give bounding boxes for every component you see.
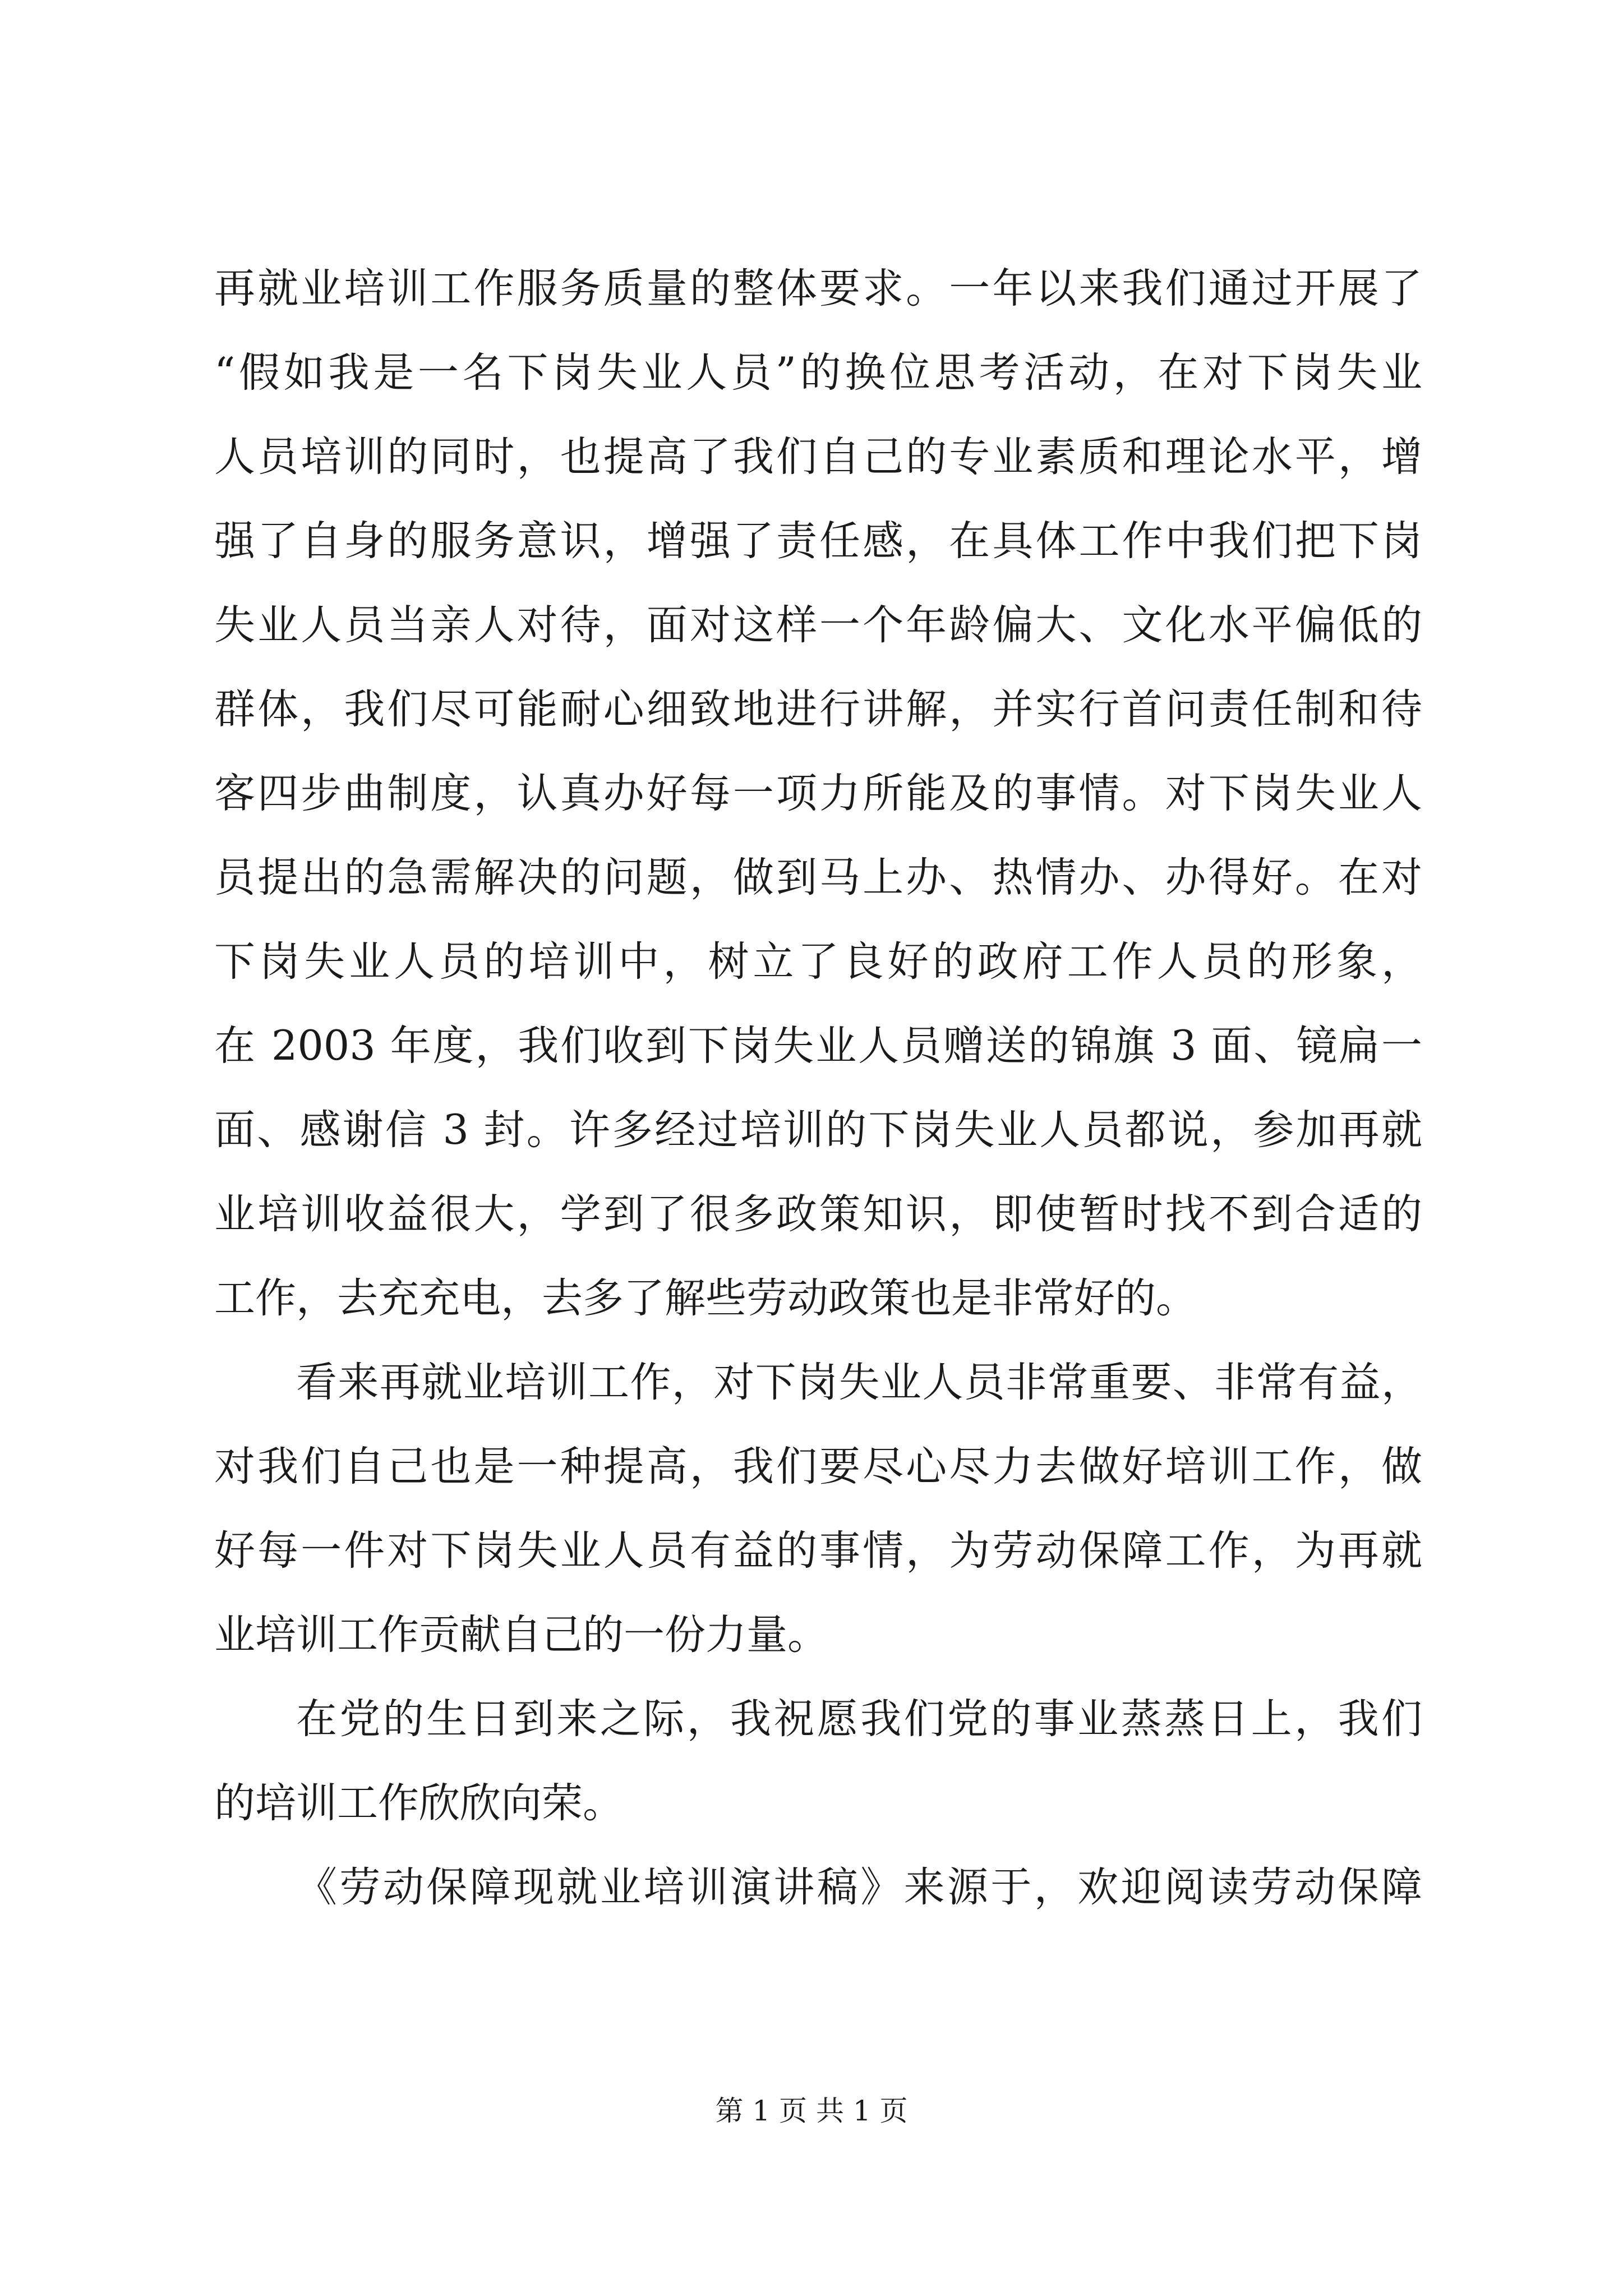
page-footer [0,2091,1623,2131]
text-line: “假如我是一名下岗失业人员”的换位思考活动，在对下岗失业 [214,349,1422,397]
text-line: 工作，去充充电，去多了解些劳动政策也是非常好的。 [214,1274,1197,1322]
text-line: 强了自身的服务意识，增强了责任感，在具体工作中我们把下岗 [214,517,1422,565]
text-line: 再就业培训工作服务质量的整体要求。一年以来我们通过开展了 [214,265,1422,312]
text-line: 员提出的急需解决的问题，做到马上办、热情办、办得好。在对 [214,854,1422,901]
text-line: 群体，我们尽可能耐心细致地进行讲解，并实行首问责任制和待 [214,685,1422,733]
text-line: 业培训收益很大，学到了很多政策知识，即使暂时找不到合适的 [214,1190,1422,1238]
text-line: 业培训工作贡献自己的一份力量。 [214,1611,828,1659]
text-line: 好每一件对下岗失业人员有益的事情，为劳动保障工作，为再就 [214,1527,1422,1575]
page-number-label: 第 1 页 共 1 页 [715,2095,908,2127]
text-line: 对我们自己也是一种提高，我们要尽心尽力去做好培训工作，做 [214,1443,1422,1490]
body-text [214,247,1422,1930]
text-line: 在 2003 年度，我们收到下岗失业人员赠送的锦旗 3 面、镜扁一 [214,1022,1422,1070]
text-line: 看来再就业培训工作，对下岗失业人员非常重要、非常有益， [296,1359,1422,1406]
text-line: 的培训工作欣欣向荣。 [214,1779,624,1827]
text-line: 人员培训的同时，也提高了我们自己的专业素质和理论水平，增 [214,433,1422,481]
text-line: 下岗失业人员的培训中，树立了良好的政府工作人员的形象， [214,938,1422,986]
text-line: 《劳动保障现就业培训演讲稿》来源于，欢迎阅读劳动保障 [296,1864,1422,1911]
text-line: 失业人员当亲人对待，面对这样一个年龄偏大、文化水平偏低的 [214,601,1422,649]
text-line: 在党的生日到来之际，我祝愿我们党的事业蒸蒸日上，我们 [296,1695,1422,1743]
text-line: 面、感谢信 3 封。许多经过培训的下岗失业人员都说，参加再就 [214,1106,1422,1154]
text-line: 客四步曲制度，认真办好每一项力所能及的事情。对下岗失业人 [214,770,1422,817]
